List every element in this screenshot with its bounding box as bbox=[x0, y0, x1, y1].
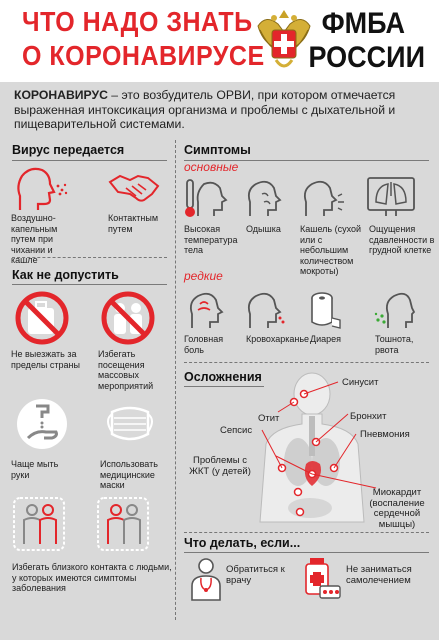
symptom-nausea-label: Тошнота, рвота bbox=[375, 334, 414, 355]
divider bbox=[184, 552, 429, 553]
divider bbox=[12, 284, 167, 285]
transmission-title: Вирус передается bbox=[12, 143, 125, 157]
intro-description: – это возбудитель ОРВИ, при котором отмечается выраженная интоксикация организма и проблемы с дыхательной и пищеварительной системами. bbox=[14, 88, 396, 131]
symptom-diarrhea-label: Диарея bbox=[310, 334, 342, 344]
page-title-line2: О КОРОНАВИРУСЕ bbox=[22, 40, 265, 72]
action-see-doctor-label: Обратиться к врачу bbox=[226, 564, 285, 586]
no-luggage-icon bbox=[14, 290, 70, 346]
org-name-line1: ФМБА bbox=[321, 6, 405, 40]
transmission-airborne-label: Воздушно-капельным путем при чихании и кашле bbox=[11, 213, 58, 265]
symptom-cough-label: Кашель (сухой или с небольшим количеством мокроты) bbox=[300, 224, 362, 276]
sick-people-icon bbox=[12, 496, 168, 552]
shortness-of-breath-icon bbox=[242, 176, 286, 220]
nausea-icon bbox=[372, 288, 414, 330]
page-title-line1: ЧТО НАДО ЗНАТЬ bbox=[22, 6, 253, 38]
prevention-title: Как не допустить bbox=[12, 268, 119, 282]
symptom-fever-label: Высокая температура тела bbox=[184, 224, 238, 255]
no-crowd-icon bbox=[100, 290, 156, 346]
complication-gi-label: Проблемы с ЖКТ (у детей) bbox=[189, 455, 251, 477]
lungs-xray-icon bbox=[366, 176, 416, 218]
symptom-dyspnea-label: Одышка bbox=[246, 224, 281, 234]
symptom-hemoptysis-label: Кровохарканье bbox=[246, 334, 310, 344]
complication-otitis-label: Отит bbox=[258, 413, 280, 424]
symptoms-rare-label: редкие bbox=[184, 269, 223, 283]
divider bbox=[184, 532, 429, 533]
complication-myocarditis-label: Миокардит (воспаление сердечной мышцы) bbox=[369, 487, 425, 530]
hand-washing-icon bbox=[16, 398, 68, 450]
prevention-distance-label: Избегать близкого контакта с людьми, у которых имеются симптомы заболевания bbox=[12, 562, 172, 593]
intro-term: КОРОНАВИРУС bbox=[14, 88, 108, 102]
divider bbox=[12, 160, 167, 161]
actions-title: Что делать, если... bbox=[184, 536, 301, 550]
header bbox=[0, 0, 439, 82]
action-no-self-treatment-label: Не заниматься самолечением bbox=[346, 564, 412, 586]
transmission-contact-label: Контактным путем bbox=[108, 213, 159, 234]
thermometer-icon bbox=[184, 176, 228, 220]
handshake-icon bbox=[108, 168, 160, 208]
divider bbox=[184, 362, 429, 363]
symptoms-title: Симптомы bbox=[184, 143, 251, 157]
complication-pneumonia-label: Пневмония bbox=[360, 429, 410, 440]
hemoptysis-icon bbox=[246, 288, 286, 330]
intro-text bbox=[14, 88, 429, 132]
complication-sepsis-label: Сепсис bbox=[220, 425, 253, 436]
symptoms-main-label: основные bbox=[184, 160, 239, 174]
prevention-travel-label: Не выезжать за пределы страны bbox=[11, 349, 80, 370]
headache-icon bbox=[186, 288, 226, 330]
complication-bronchitis-label: Бронхит bbox=[350, 411, 387, 422]
prevention-wash-hands-label: Чаще мыть руки bbox=[11, 459, 59, 480]
symptom-headache-label: Головная боль bbox=[184, 334, 224, 355]
fmba-emblem-icon bbox=[252, 6, 316, 76]
doctor-icon bbox=[190, 556, 222, 602]
divider bbox=[12, 257, 167, 258]
complication-sinusitis-label: Синусит bbox=[342, 377, 379, 388]
coughing-head-icon bbox=[14, 164, 70, 214]
no-medicine-icon bbox=[300, 556, 342, 602]
prevention-mask-label: Использовать медицинские маски bbox=[100, 459, 158, 490]
toilet-paper-icon bbox=[308, 290, 342, 330]
prevention-crowds-label: Избегать посещения массовых мероприятий bbox=[98, 349, 154, 391]
medical-mask-icon bbox=[102, 402, 158, 446]
symptom-chest-label: Ощущения сдавленности в грудной клетке bbox=[369, 224, 435, 255]
org-name-line2: РОССИИ bbox=[308, 40, 425, 74]
cough-icon bbox=[302, 176, 346, 220]
complications-title: Осложнения bbox=[184, 370, 262, 384]
